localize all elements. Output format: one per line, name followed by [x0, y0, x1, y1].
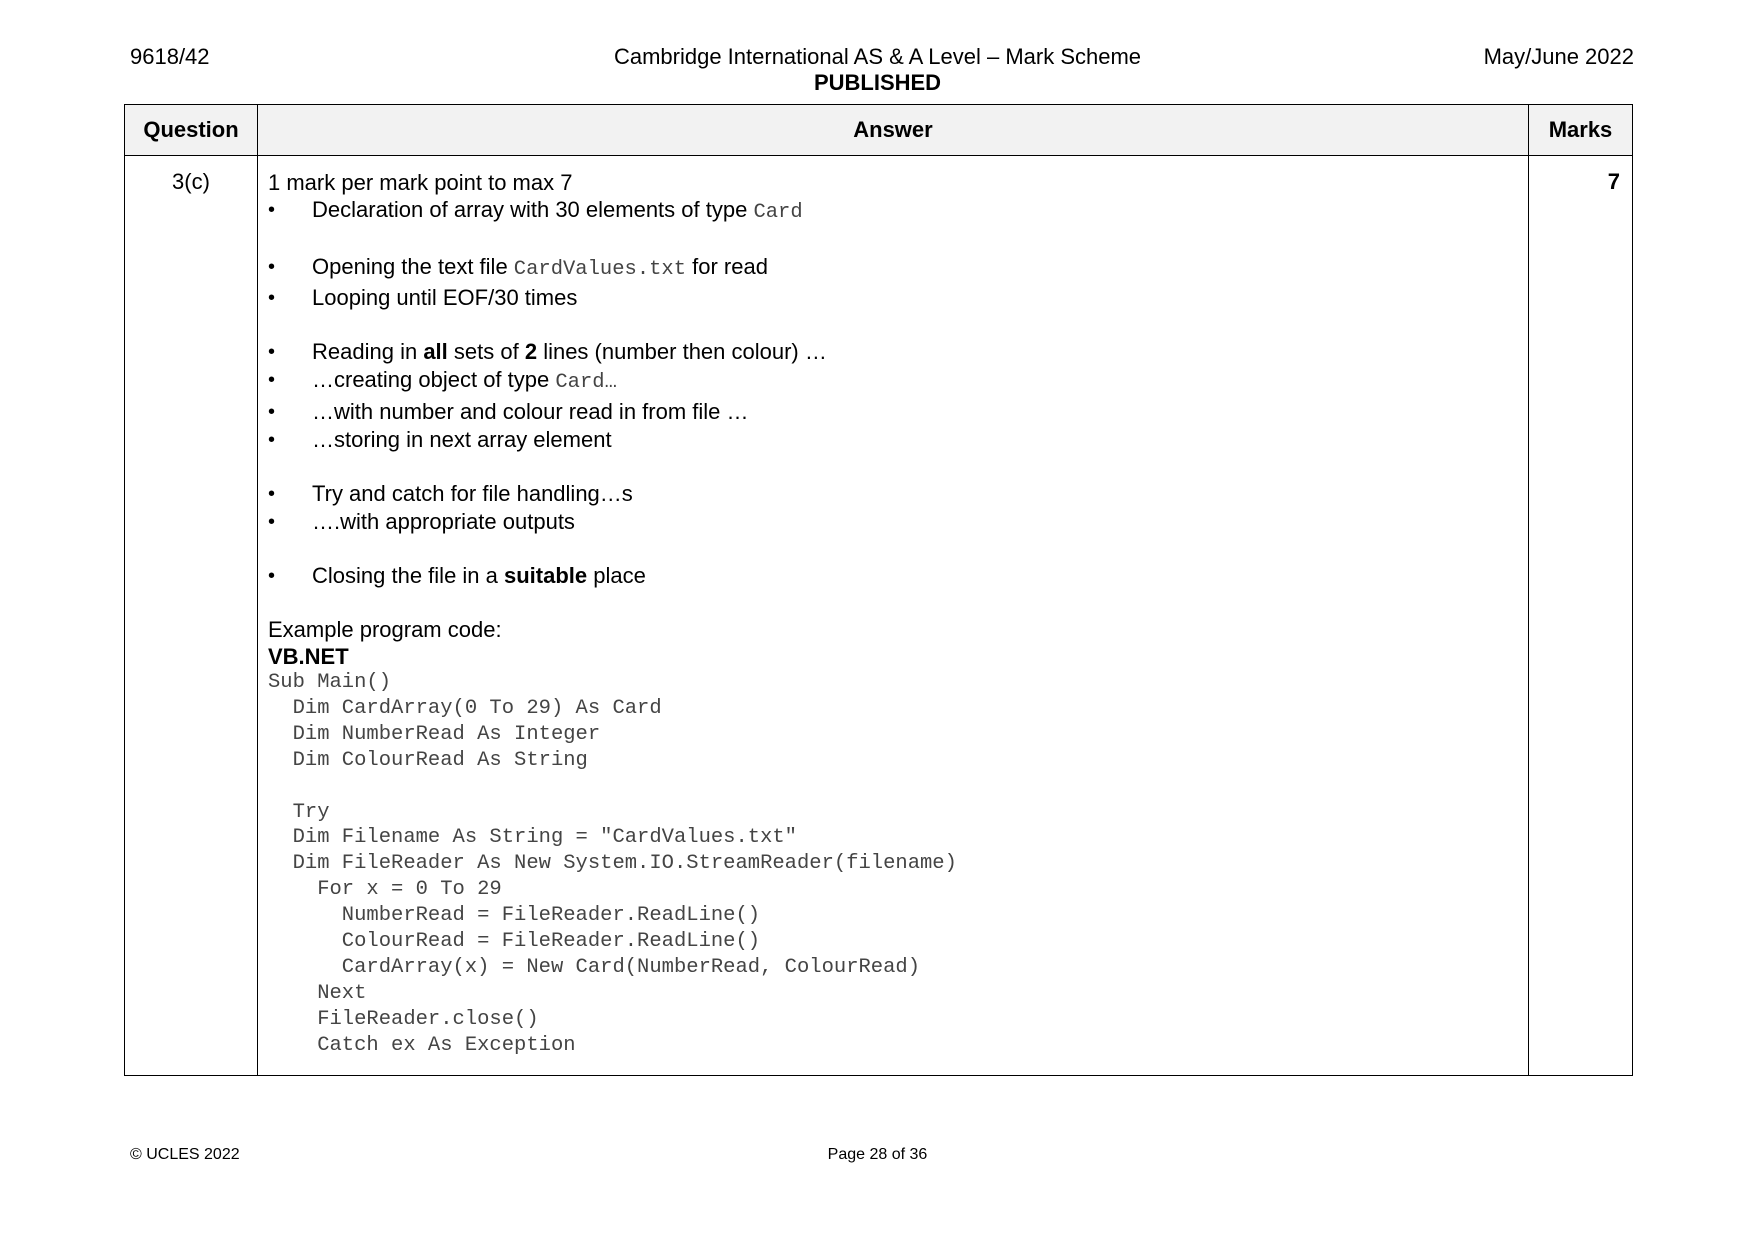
- page-number: Page 28 of 36: [827, 1146, 928, 1163]
- mark-intro: 1 mark per mark point to max 7: [268, 170, 573, 195]
- exam-session: May/June 2022: [1483, 44, 1634, 69]
- mark-point: • …with number and colour read in from file …: [268, 398, 1518, 427]
- answer-cell: [258, 156, 1529, 1076]
- mark-point: • Try and catch for file handling…s: [268, 480, 1518, 509]
- mark-point: • …storing in next array element: [268, 426, 1518, 455]
- code-line: Dim CardArray(0 To 29) As Card: [268, 696, 662, 720]
- example-label: Example program code:: [268, 617, 502, 642]
- title-text: Cambridge International AS & A Level – Mark Scheme: [613, 44, 1142, 69]
- code-line: Dim ColourRead As String: [268, 748, 588, 772]
- published-label: PUBLISHED: [813, 70, 942, 95]
- table-row: [125, 156, 1633, 1076]
- mark-points-list: [268, 196, 1518, 590]
- language-heading: VB.NET: [268, 644, 349, 669]
- mark-point: • Looping until EOF/30 times: [268, 284, 1518, 313]
- code-line: NumberRead = FileReader.ReadLine(): [268, 904, 761, 928]
- code-line: Next: [268, 981, 367, 1005]
- column-header-marks: Marks: [1529, 105, 1633, 156]
- marks-value: 7: [1529, 156, 1633, 1076]
- mark-point: • Opening the text file CardValues.txt for read: [268, 253, 1518, 285]
- code-line: Try: [268, 800, 330, 824]
- code-line: ColourRead = FileReader.ReadLine(): [268, 930, 761, 954]
- mark-point: • ….with appropriate outputs: [268, 508, 1518, 537]
- code-line: [268, 774, 1518, 800]
- mark-point: • …creating object of type Card…: [268, 366, 1518, 398]
- code-line: Dim FileReader As New System.IO.StreamReader(filename): [268, 852, 957, 876]
- mark-point: • Declaration of array with 30 elements of type Card: [268, 196, 1518, 228]
- copyright: © UCLES 2022: [130, 1146, 240, 1163]
- paper-code: 9618/42: [130, 44, 210, 69]
- code-line: Sub Main(): [268, 671, 392, 694]
- table-header-row: [125, 105, 1633, 156]
- code-line: Dim Filename As String = "CardValues.txt": [268, 826, 797, 850]
- code-line: CardArray(x) = New Card(NumberRead, ColourRead): [268, 955, 921, 979]
- question-number: 3(c): [125, 156, 258, 1076]
- code-block: [268, 670, 1518, 1059]
- column-header-answer: Answer: [258, 105, 1529, 156]
- code-line: Catch ex As Exception: [268, 1033, 576, 1057]
- mark-point: • Closing the file in a suitable place: [268, 562, 1518, 591]
- code-line: Dim NumberRead As Integer: [268, 722, 601, 746]
- code-line: For x = 0 To 29: [268, 878, 502, 902]
- mark-scheme-table: [124, 104, 1633, 1076]
- mark-point: • Reading in all sets of 2 lines (number then colour) …: [268, 338, 1518, 367]
- code-line: FileReader.close(): [268, 1007, 539, 1031]
- column-header-question: Question: [125, 105, 258, 156]
